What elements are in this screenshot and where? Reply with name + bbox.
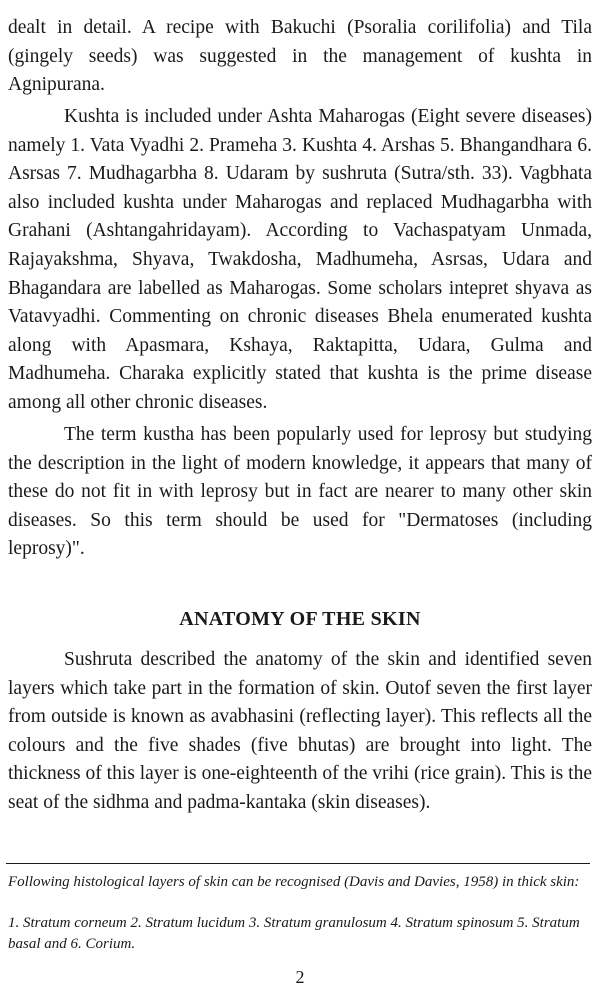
footnote-layers: 1. Stratum corneum 2. Stratum lucidum 3. Stratum granulosum 4. Stratum spinosum 5. Stratum basal and 6. Corium. bbox=[8, 915, 580, 952]
section-heading: ANATOMY OF THE SKIN bbox=[179, 608, 421, 630]
paragraph-skin-anatomy: Sushruta described the anatomy of the skin and identified seven layers which take part in the formation of skin. Outof seven the first layer from outside is known as avabhasini (reflecting layer). This reflects all the colours and the five shades (five bhutas) are brought into light. The thickness of this layer is one-eighteenth of the vrihi (rice grain). This is the seat of the sidhma and padma-kantaka (skin diseases). bbox=[8, 649, 592, 813]
paragraph-maharogas: Kushta is included under Ashta Maharogas (Eight severe diseases) namely 1. Vata Vyadhi 2. Prameha 3. Kushta 4. Arshas 5. Bhangandhara 6. Asrsas 7. Mudhagarbha 8. Udaram by sushruta (Sutra/sth. 33). Vagbhata also included kushta under Maharogas and replaced Mudhagarbha with Grahani (Ashtangahridayam). According to Vachaspatyam Unmada, Rajayakshma, Shyava, Twakdosha, Madhumeha, Asrsas, Udara and Bhagandara are labelled as Maharogas. Some scholars intepret shyava as Vatavyadhi. Commenting on chronic diseases Bhela enumerated kushta along with Apasmara, Kshaya, Raktapitta, Udara, Gulma and Madhumeha. Charaka explicitly stated that kushta is the prime disease among all other chronic diseases. bbox=[8, 106, 592, 413]
footnote-intro: Following histological layers of skin can be recognised (Davis and Davies, 1958) in thick skin: bbox=[8, 874, 580, 890]
footnote-divider bbox=[6, 863, 590, 864]
page-number: 2 bbox=[295, 967, 305, 987]
paragraph-dermatoses: The term kustha has been popularly used for leprosy but studying the description in the light of modern knowledge, it appears that many of these do not fit in with leprosy but in fact are nearer to many other skin diseases. So this term should be used for "Dermatoses (including leprosy)". bbox=[8, 424, 592, 560]
paragraph-kushta-recipe: dealt in detail. A recipe with Bakuchi (Psoralia corilifolia) and Tila (gingely seeds) was suggested in the management of kushta in Agnipurana. bbox=[8, 17, 592, 96]
